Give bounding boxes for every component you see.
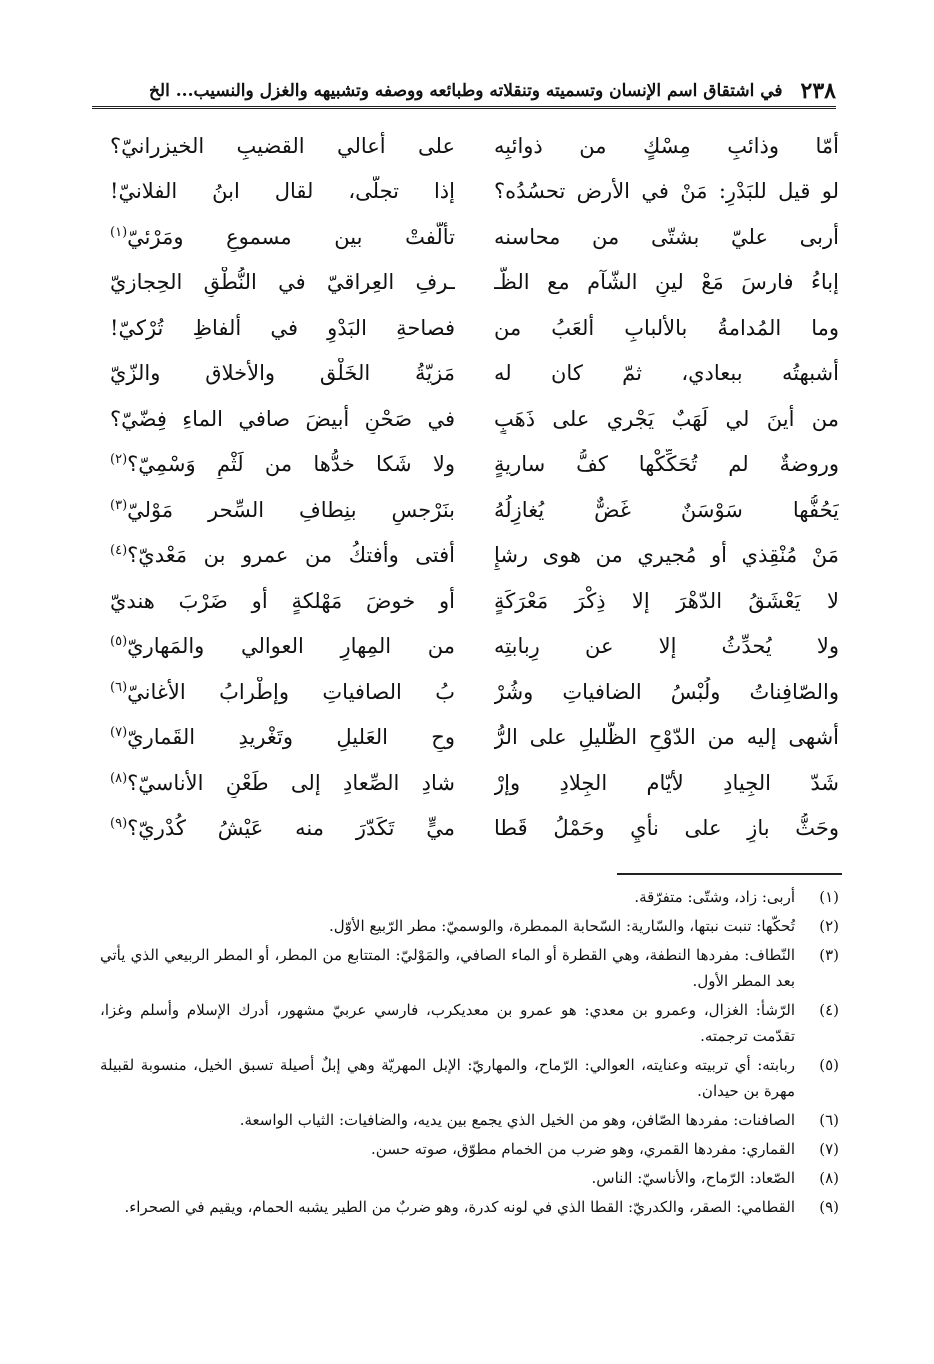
footnote xyxy=(100,942,839,994)
footnote xyxy=(100,1052,839,1104)
verse-second-hemistich: بنَرْجسٍ بنِطافِ السِّحر مَوْليّ xyxy=(127,497,455,522)
poem xyxy=(110,123,839,851)
running-head xyxy=(92,66,836,106)
footnote-reference: (٨) xyxy=(110,770,128,786)
footnote-reference: (٢) xyxy=(110,452,128,468)
header-rule xyxy=(92,106,836,109)
verse-second-hemistich: إذا تجلّى، لقال ابنُ الفلانيّ! xyxy=(110,179,455,204)
footnote xyxy=(100,997,839,1049)
verse xyxy=(110,806,839,852)
verse-second-hemistich-wrap xyxy=(110,222,455,252)
footnotes xyxy=(100,884,839,1223)
footnote-reference: (٤) xyxy=(110,543,128,559)
verse-first-hemistich: شَدّ الجِيادِ لأيّام الجِلادِ وإرْ xyxy=(494,770,839,795)
verse-second-hemistich-wrap xyxy=(110,358,455,388)
footnote-text: ربابته: أي تربيته وعنايته، العوالي: الرّماح، والمهاريّ: الإبل المهريّة وهي إبلٌ أصيلة تسبق الخيل، منسوبة لقبيلة مهرة بن حيدان. xyxy=(100,1056,795,1100)
verse xyxy=(110,578,839,624)
footnote-number: (١) xyxy=(819,888,839,906)
verse-first-hemistich: والصّافِناتُ ولُبْسُ الضافياتِ وشُرْ xyxy=(494,679,839,704)
footnote-number: (٥) xyxy=(819,1056,839,1074)
footnote-reference: (٧) xyxy=(110,725,128,741)
footnote xyxy=(100,1165,839,1191)
verse-first-hemistich: أشبهتُه ببعادي، ثمّ كان له xyxy=(494,361,839,386)
verse-second-hemistich: ـرفِ العِراقيّ في النُّطْقِ الحِجازيّ xyxy=(110,270,455,295)
verse-first-hemistich: وما المُدامةُ بالألبابِ ألعَبُ من xyxy=(494,315,839,340)
verse xyxy=(110,123,839,169)
verse-first-hemistich: مَنْ مُنْقِذي أو مُجيري من هوى رشإٍ xyxy=(494,543,839,568)
footnote-number: (٤) xyxy=(819,1001,839,1019)
verse-first-hemistich: ولا يُحدِّثُ إلا عن رِبابتِه xyxy=(494,634,839,659)
verse-second-hemistich: وحِ العَليلِ وتَغْريدِ القَماريّ xyxy=(127,725,455,750)
verse-second-hemistich-wrap xyxy=(110,677,455,707)
running-title: في اشتقاق اسم الإنسان وتسميته وتنقلاته وطبائعه ووصفه وتشبيهه والغزل والنسيب... الخ xyxy=(148,81,783,101)
verse-second-hemistich-wrap xyxy=(110,722,455,752)
footnote-text: تُحكّها: تنبت نبتها، والسّارية: السّحابة الممطرة، والوسميّ: مطر الرّبيع الأوّل. xyxy=(329,917,795,935)
footnote-text: الرّشأ: الغزال، وعمرو بن معدي: هو عمرو بن معديكرب، فارسي عربيّ مشهور، أدرك الإسلام وأسلم وغزا، تقدّمت ترجمته. xyxy=(100,1001,795,1045)
footnote-text: القماري: مفردها القمري، وهو ضرب من الخمام مطوّق، صوته حسن. xyxy=(371,1140,795,1158)
verse xyxy=(110,305,839,351)
verse-second-hemistich: تألّفتْ بين مسموعٍ ومَرْئيّ xyxy=(127,224,455,249)
verse xyxy=(110,533,839,579)
footnote-reference: (٥) xyxy=(110,634,128,650)
footnote-number: (٢) xyxy=(819,917,839,935)
footnote xyxy=(100,884,839,910)
verse xyxy=(110,624,839,670)
verse xyxy=(110,715,839,761)
footnote-number: (٩) xyxy=(819,1198,839,1216)
footnote-reference: (٦) xyxy=(110,679,128,695)
verse xyxy=(110,351,839,397)
footnote-text: القطامي: الصقر، والكدريّ: القطا الذي في لونه كدرة، وهو ضربٌ من الطير يشبه الحمام، ويقيم في الصحراء. xyxy=(124,1198,795,1216)
footnote-text: النّطاف: مفردها النطفة، وهي القطرة أو الماء الصافي، والمَوْليّ: المتتابع من المطر، أو المطر الربيعي الذي يأتي بعد المطر الأول. xyxy=(100,946,795,990)
verse-second-hemistich: من المِهارِ العوالي والمَهاريّ xyxy=(127,634,455,659)
footnote-number: (٧) xyxy=(819,1140,839,1158)
verse xyxy=(110,442,839,488)
footnote xyxy=(100,913,839,939)
footnote-text: الصافنات: مفردها الصّافن، وهو من الخيل الذي يجمع بين يديه، والضافيات: الثياب الواسعة. xyxy=(239,1111,795,1129)
footnote-reference: (١) xyxy=(110,224,128,240)
verse-first-hemistich: وروضةٌ لم تُحَكِّكْها كفُّ ساريةٍ xyxy=(494,452,839,477)
verse-first-hemistich: أشهى إليه من الدّوْحِ الظّليلِ على الرُّ xyxy=(494,725,839,750)
verse-second-hemistich: بُ الصافياتِ وإطْرابُ الأغانيّ xyxy=(127,679,455,704)
footnote xyxy=(100,1136,839,1162)
verse-second-hemistich: على أعالي القضيبِ الخيزرانيّ؟ xyxy=(110,133,455,158)
verse-first-hemistich: من أينَ لي لَهَبٌ يَجْري على ذَهَبٍ xyxy=(494,406,839,431)
footnote-rule xyxy=(617,873,842,875)
verse-second-hemistich-wrap xyxy=(110,813,455,843)
verse-second-hemistich-wrap xyxy=(110,313,455,343)
verse-first-hemistich: وحَثُّ بازٍ على نأيٍ وحَمْلُ قَطا xyxy=(494,816,839,841)
verse xyxy=(110,669,839,715)
verse-second-hemistich-wrap xyxy=(110,540,455,570)
verse xyxy=(110,760,839,806)
verse-second-hemistich: أو خوضَ مَهْلكةٍ أو ضَرْبَ هنديّ xyxy=(110,588,455,613)
verse-first-hemistich: أمّا وذائبِ مِسْكٍ من ذوائبِه xyxy=(494,133,839,158)
verse-second-hemistich: ولا شَكا خدُّها من لَثْمِ وَسْمِيّ؟ xyxy=(127,452,455,477)
verse-first-hemistich: لا يَعْشَقُ الدّهْرَ إلا ذِكْرَ مَعْرَكَةٍ xyxy=(494,588,839,613)
verse xyxy=(110,260,839,306)
verse-second-hemistich-wrap xyxy=(110,631,455,661)
footnote xyxy=(100,1194,839,1220)
verse-second-hemistich-wrap xyxy=(110,404,455,434)
verse-second-hemistich-wrap xyxy=(110,586,455,616)
footnote-number: (٣) xyxy=(819,946,839,964)
page-number: ٢٣٨ xyxy=(800,78,836,104)
verse-second-hemistich: مَزيّةُ الخَلْق والأخلاق والزّيّ xyxy=(110,361,455,386)
footnote-text: الصّعاد: الرّماح، والأناسيّ: الناس. xyxy=(591,1169,795,1187)
footnote xyxy=(100,1107,839,1133)
verse xyxy=(110,487,839,533)
verse-first-hemistich: إباءُ فارسَ مَعْ لينِ الشّآم مع الظّـ xyxy=(494,270,839,295)
verse xyxy=(110,396,839,442)
footnote-reference: (٣) xyxy=(110,497,128,513)
footnote-number: (٨) xyxy=(819,1169,839,1187)
verse-first-hemistich: لو قيل للبَدْرِ: مَنْ في الأرض تحسُدُه؟ xyxy=(494,179,839,204)
verse-second-hemistich: فصاحةِ البَدْوِ في ألفاظِ تُرْكيّ! xyxy=(110,315,455,340)
verse-second-hemistich: في صَحْنِ أبيضَ صافي الماءِ فِضّيّ؟ xyxy=(110,406,455,431)
verse xyxy=(110,169,839,215)
verse xyxy=(110,214,839,260)
verse-second-hemistich: شادِ الصِّعادِ إلى طَعْنِ الأناسيّ؟ xyxy=(127,770,455,795)
verse-second-hemistich: أفتى وأفتكُ من عمرو بن مَعْديّ؟ xyxy=(127,543,455,568)
verse-second-hemistich-wrap xyxy=(110,176,455,206)
verse-first-hemistich: أربى عليّ بشتّى من محاسنه xyxy=(494,224,839,249)
footnote-text: أربى: زاد، وشتّى: متفرّقة. xyxy=(634,888,795,906)
verse-second-hemistich-wrap xyxy=(110,495,455,525)
verse-second-hemistich-wrap xyxy=(110,449,455,479)
verse-second-hemistich: ميٍّ تَكَدّرَ منه عَيْشُ كُدْريّ؟ xyxy=(127,816,455,841)
verse-second-hemistich-wrap xyxy=(110,768,455,798)
verse-second-hemistich-wrap xyxy=(110,131,455,161)
footnote-reference: (٩) xyxy=(110,816,128,832)
verse-first-hemistich: يَحُفُّها سَوْسَنٌ غَضٌّ يُغازِلُهُ xyxy=(494,497,839,522)
verse-second-hemistich-wrap xyxy=(110,267,455,297)
footnote-number: (٦) xyxy=(819,1111,839,1129)
